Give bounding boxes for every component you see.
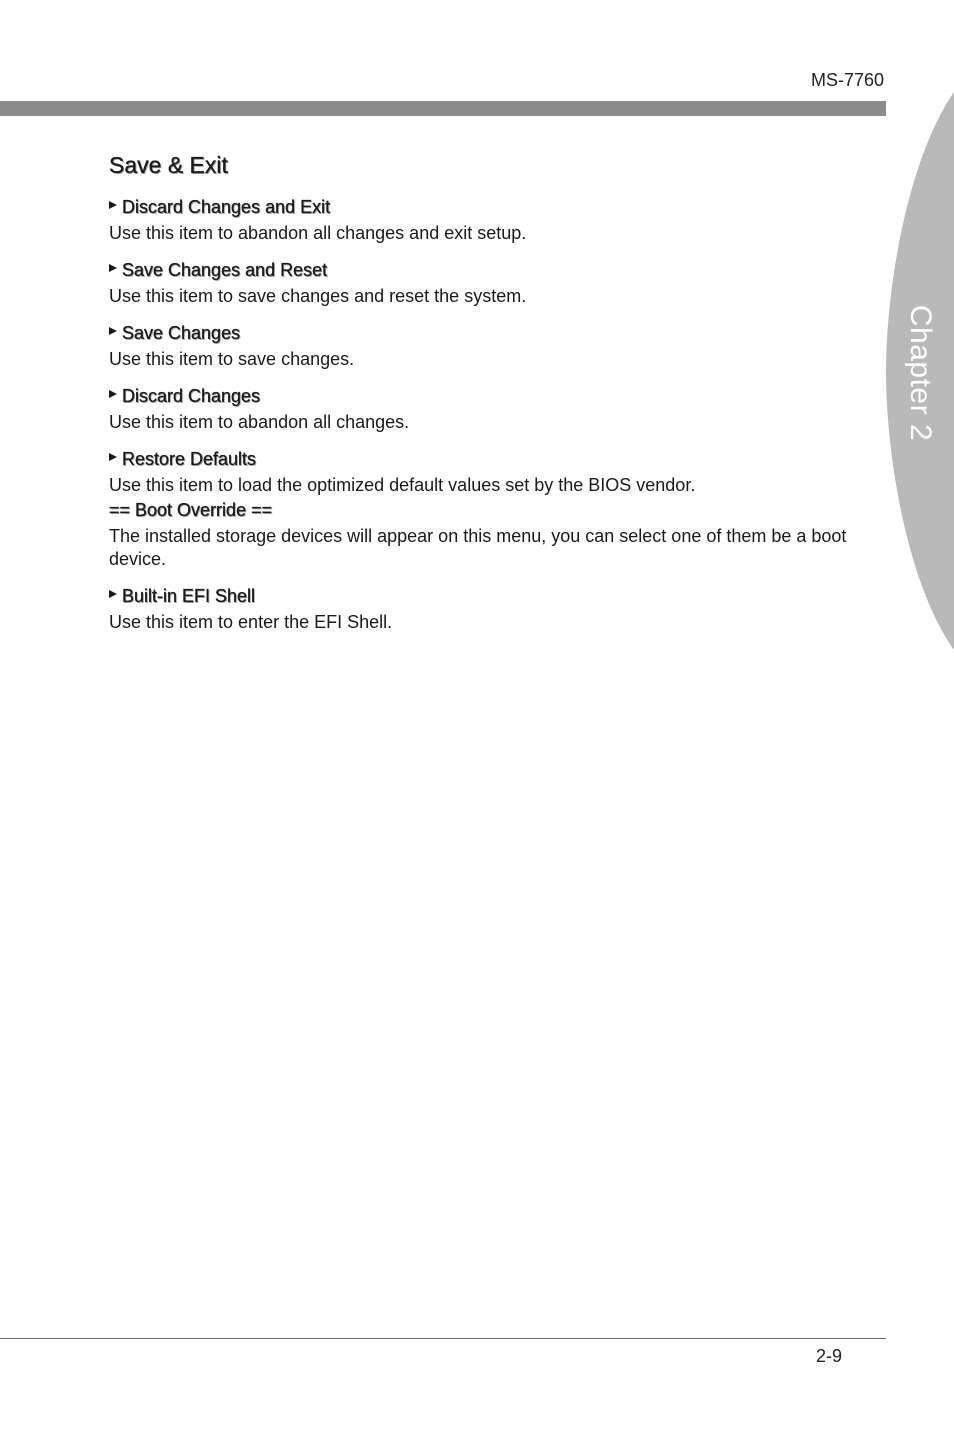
triangle-bullet-icon <box>109 453 117 461</box>
boot-override-description: The installed storage devices will appear on this menu, you can select one of them be a boot device. <box>109 526 847 569</box>
section-title: Save & Exit <box>109 152 228 178</box>
item-title: Save Changes <box>122 323 241 343</box>
item-description: Use this item to save changes. <box>109 349 355 369</box>
item-title: Save Changes and Reset <box>122 260 328 280</box>
item-description: Use this item to save changes and reset the system. <box>109 286 527 306</box>
menu-item-discard-changes <box>109 385 854 434</box>
item-title: Restore Defaults <box>122 449 257 469</box>
menu-item-save-changes-and-reset <box>109 259 854 308</box>
item-heading <box>109 448 854 470</box>
item-heading <box>109 259 854 281</box>
item-description: Use this item to enter the EFI Shell. <box>109 612 393 632</box>
triangle-bullet-icon <box>109 590 117 598</box>
item-description: Use this item to abandon all changes and exit setup. <box>109 223 527 243</box>
page-number: 2-9 <box>816 1346 843 1366</box>
menu-item-discard-changes-and-exit <box>109 196 854 245</box>
triangle-bullet-icon <box>109 201 117 209</box>
item-heading <box>109 585 854 607</box>
boot-override-heading: == Boot Override == <box>109 500 273 520</box>
boot-override-section <box>109 499 854 571</box>
item-heading <box>109 322 854 344</box>
menu-item-restore-defaults <box>109 448 854 497</box>
header-bar <box>0 101 886 116</box>
triangle-bullet-icon <box>109 327 117 335</box>
menu-item-save-changes <box>109 322 854 371</box>
item-title: Discard Changes and Exit <box>122 197 331 217</box>
triangle-bullet-icon <box>109 390 117 398</box>
triangle-bullet-icon <box>109 264 117 272</box>
item-title: Discard Changes <box>122 386 261 406</box>
item-title: Built-in EFI Shell <box>122 586 256 606</box>
footer-rule <box>0 1338 886 1339</box>
content <box>109 150 854 648</box>
item-description: Use this item to abandon all changes. <box>109 412 410 432</box>
item-heading <box>109 196 854 218</box>
menu-item-built-in-efi-shell <box>109 585 854 634</box>
item-heading <box>109 385 854 407</box>
item-description: Use this item to load the optimized default values set by the BIOS vendor. <box>109 475 696 495</box>
chapter-tab-label: Chapter 2 <box>904 304 937 442</box>
model-number: MS-7760 <box>810 70 884 90</box>
